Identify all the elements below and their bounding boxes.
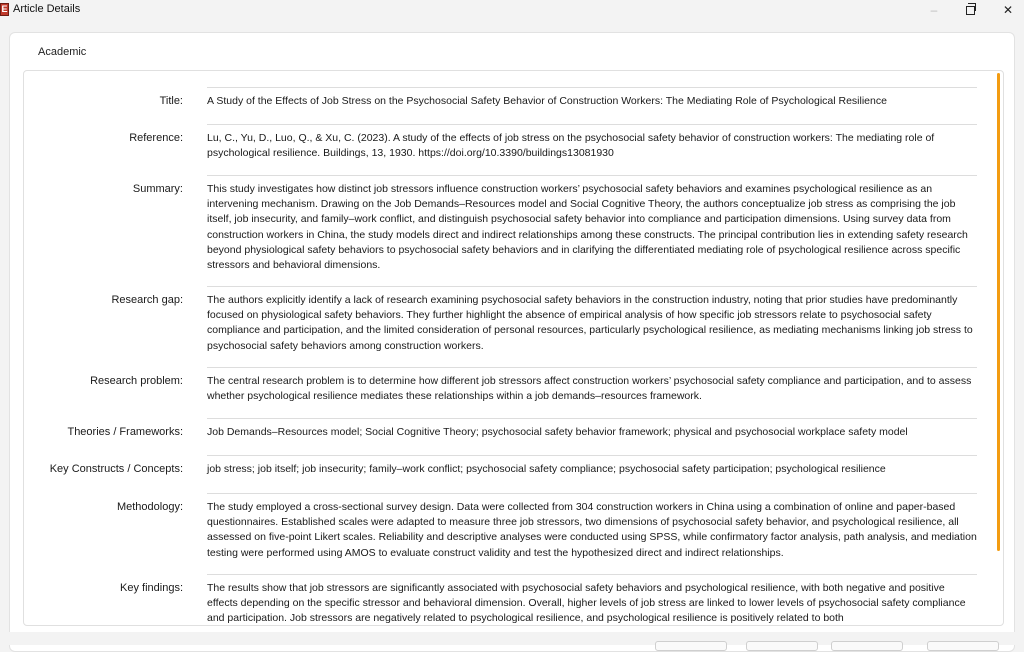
field-label: Research gap: bbox=[111, 294, 183, 306]
field-label: Summary: bbox=[132, 183, 183, 195]
field-value: Job Demands–Resources model; Social Cognitive Theory; psychosocial safety behavior framework; physical and psychosocial workplace safety model bbox=[207, 418, 977, 440]
close-icon: ✕ bbox=[1002, 3, 1014, 17]
minimize-button[interactable] bbox=[916, 0, 952, 20]
field-value: job stress; job itself; job insecurity; family–work conflict; psychosocial safety compliance; psychosocial safety participation; psychological resilience bbox=[207, 455, 977, 477]
title-bar bbox=[0, 0, 1024, 20]
field-label: Research problem: bbox=[90, 375, 183, 387]
app-icon-letter: E bbox=[1, 4, 8, 14]
restore-icon bbox=[966, 6, 975, 15]
field-label: Reference: bbox=[129, 132, 183, 144]
footer-button[interactable] bbox=[927, 641, 999, 651]
window-title: Article Details bbox=[13, 3, 81, 15]
field-label: Methodology: bbox=[116, 501, 183, 513]
maximize-button[interactable] bbox=[952, 0, 988, 20]
section-label: Academic bbox=[38, 46, 87, 58]
details-scroll-area[interactable] bbox=[23, 70, 1004, 626]
field-value: This study investigates how distinct job stressors influence construction workers’ psychosocial safety behaviors and examines psychological resilience as an intervening mechanism. Drawing on the Job Demands–Resources model and Social Cognitive Theory, the authors conceptualize job stress as comprising the job itself, job insecurity, and family–work conflict, and distinguish psychosocial safety behavior into compliance and participation dimensions. Using survey data from construction workers in China, the study models direct and indirect relationships among these constructs. The principal contribution lies in extending safety research beyond physiological safety behaviors to psychosocial safety behaviors and in clarifying the differentiated mediating role of psychological resilience across specific stressors and behavioral dimensions. bbox=[207, 175, 977, 273]
field-value: A Study of the Effects of Job Stress on the Psychosocial Safety Behavior of Construction Workers: The Mediating Role of Psychological Resilience bbox=[207, 87, 977, 109]
close-button[interactable] bbox=[990, 0, 1024, 20]
field-value: The results show that job stressors are significantly associated with psychosocial safety behaviors and psychological resilience, with both negative and positive effects depending on the specific stressor and behavioral dimension. Overall, higher levels of job stress are linked to lower levels of psychosocial safety compliance and participation. Job stressors are negatively related to psychological resilience, and psychological resilience is positively related to both bbox=[207, 574, 977, 626]
field-value: The central research problem is to determine how different job stressors affect construction workers’ psychosocial safety compliance and participation, and to assess whether psychological resilience mediates these relationships within a job demands–resources framework. bbox=[207, 367, 977, 404]
minimize-icon: – bbox=[930, 3, 938, 17]
footer-button[interactable] bbox=[655, 641, 727, 651]
field-value: The study employed a cross-sectional survey design. Data were collected from 304 construction workers in China using a combination of online and paper-based questionnaires. Established scales were adapted to measure three job stressors, two dimensions of psychosocial safety behavior, and psychological resilience, all assessed on five-point Likert scales. Reliability and descriptive analyses were conducted using SPSS, while confirmatory factor analysis, path analysis, and mediation testing were performed using AMOS to evaluate construct validity and test the hypothesized direct and indirect relationships. bbox=[207, 493, 977, 561]
field-label: Key Constructs / Concepts: bbox=[49, 463, 183, 475]
details-card bbox=[9, 32, 1015, 652]
field-label: Key findings: bbox=[120, 582, 183, 594]
field-label: Title: bbox=[159, 95, 183, 107]
field-value: The authors explicitly identify a lack of research examining psychosocial safety behaviors in the construction industry, noting that prior studies have predominantly focused on physiological safety behaviors. They further highlight the absence of empirical analysis of how specific job stressors relate to psychosocial safety compliance and participation, and the limited consideration of personal resources, particularly psychological resilience, as mediating mechanisms linking job stress to psychosocial safety behaviors among construction workers. bbox=[207, 286, 977, 354]
vertical-scrollbar[interactable] bbox=[997, 73, 1000, 551]
footer-button[interactable] bbox=[831, 641, 903, 651]
footer-button[interactable] bbox=[746, 641, 818, 651]
field-label: Theories / Frameworks: bbox=[67, 426, 183, 438]
app-icon bbox=[0, 3, 9, 16]
field-value: Lu, C., Yu, D., Luo, Q., & Xu, C. (2023). A study of the effects of job stress on the psychosocial safety behavior of construction workers: The mediating role of psychological resilience. Buildings, 13, 1930. https://doi.org/10.3390/buildings13081930 bbox=[207, 124, 977, 161]
